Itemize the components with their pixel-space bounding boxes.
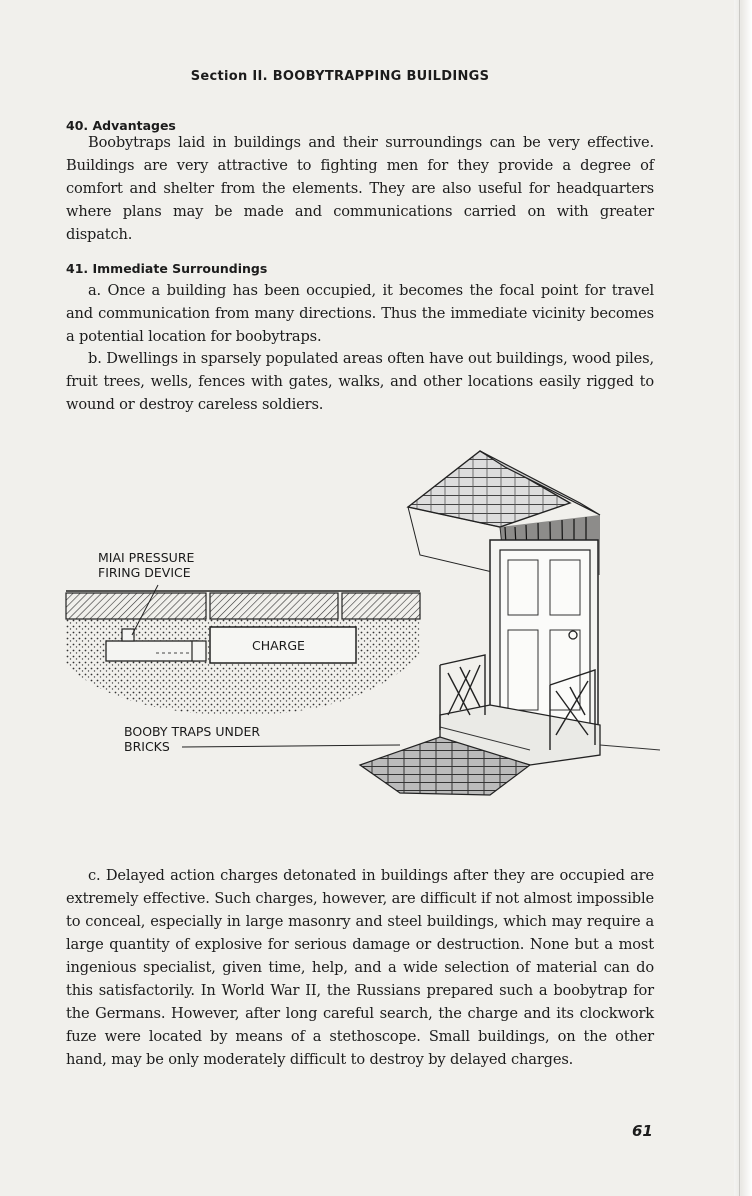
heading-41-immediate-surroundings: 41. Immediate Surroundings	[66, 261, 268, 276]
label-booby-traps-under-bricks: BOOBY TRAPS UNDER BRICKS	[124, 724, 261, 754]
paragraph-41c: c. Delayed action charges detonated in buildings after they are occupied are extremely effective. Such charges, however, are difficult if not almost impossible to conceal, especially in large masonry and steel buildings, which may require a large quantity of explosive for serious damage or destruction. None but a most ingenious specialist, given time, help, and a wide selection of material can do this satisfactorily. In World War II, the Russians prepared such a boobytrap for the Germans. However, after long careful search, the charge and its clockwork fuze were located by means of a stethoscope. Small buildings, on the other hand, may be only moderately difficult to destroy by delayed charges.	[66, 867, 654, 1068]
page-number: 61	[632, 1122, 653, 1140]
heading-40-advantages: 40. Advantages	[66, 118, 176, 133]
page-edge	[734, 0, 752, 1196]
paragraph-41a: a. Once a building has been occupied, it becomes the focal point for travel and communication from many directions. Thus the immediate vicinity becomes a potential location for boobytraps.	[66, 282, 654, 345]
bricks-row	[66, 591, 420, 619]
section-heading: Section II. BOOBYTRAPPING BUILDINGS	[190, 69, 490, 84]
boobytrap-illustration	[60, 415, 670, 845]
page-edge-line	[739, 0, 740, 1196]
label-charge: CHARGE	[252, 638, 305, 653]
paragraph-40: Boobytraps laid in buildings and their surroundings can be very effective. Buildings are very attractive to fighting men for they provide a degree of comfort and shelter from the elements. They are also useful for headquarters where plans may be made and communications carried on with greater dispatch.	[66, 134, 654, 243]
label-firing-device: MIAI PRESSURE FIRING DEVICE	[98, 550, 195, 580]
illustration-drawing	[60, 415, 670, 845]
paragraph-41b: b. Dwellings in sparsely populated areas often have out buildings, wood piles, fruit trees, wells, fences with gates, walks, and other locations easily rigged to wound or destroy careless soldiers.	[66, 350, 654, 413]
